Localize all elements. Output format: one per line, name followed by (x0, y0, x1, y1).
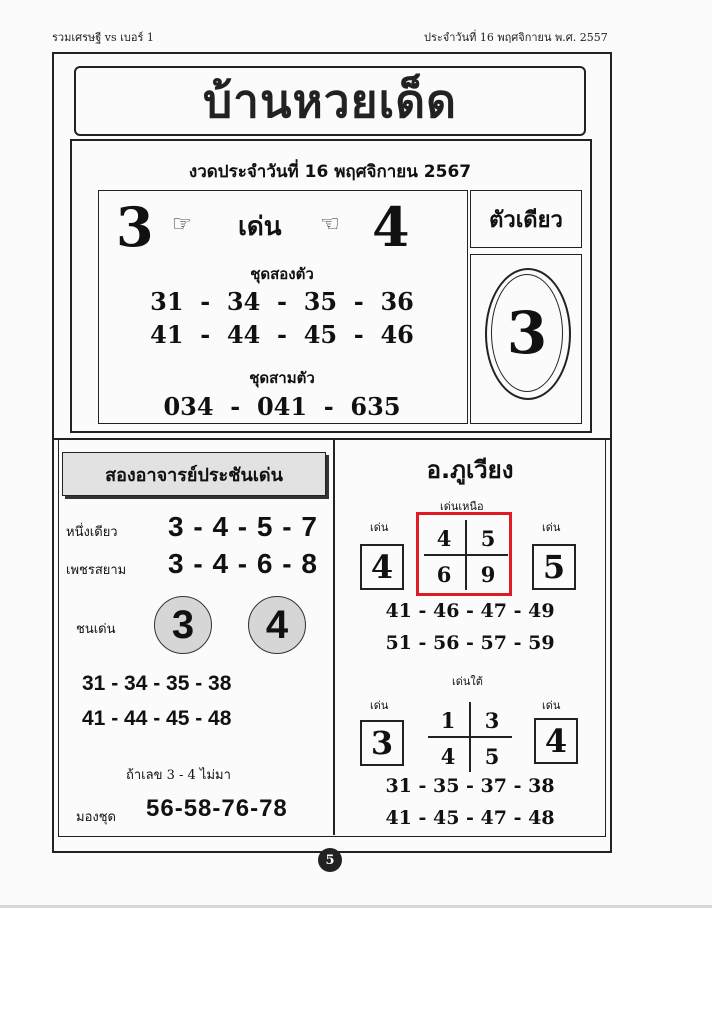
bottom-grid-cell: 3 (484, 707, 500, 733)
bottom-right-label: เด่น (542, 699, 561, 712)
look-nums: 56-58-76-78 (146, 795, 288, 822)
top-row-2: 51 - 56 - 57 - 59 (385, 632, 555, 654)
bottom-grid-cell: 4 (440, 743, 456, 769)
row-nums-1: 3 - 4 - 5 - 7 (168, 511, 318, 542)
bottom-left-digit: 3 (360, 720, 404, 766)
pointing-hand-right-icon: ☞ (172, 212, 192, 237)
top-left-label: เด่น (370, 521, 389, 534)
two-digit-row-1: 31 - 34 - 35 - 36 (150, 287, 414, 316)
top-grid-cell: 6 (436, 561, 452, 587)
header-left: รวมเศรษฐี vs เบอร์ 1 (52, 31, 154, 44)
column-divider (333, 440, 335, 835)
top-center-label: เด่นเหนือ (440, 500, 484, 513)
top-right-label: เด่น (542, 521, 561, 534)
top-grid-cell: 4 (436, 525, 452, 551)
row-label-2: เพชรสยาม (66, 563, 127, 578)
clash-digit-b: 4 (248, 596, 306, 654)
top-row-1: 41 - 46 - 47 - 49 (385, 600, 555, 622)
right-panel-title: อ.ภูเวียง (426, 456, 514, 484)
lead-label: เด่น (238, 212, 282, 242)
single-digit-label: ตัวเดียว (470, 190, 582, 248)
clash-label: ชนเด่น (76, 622, 116, 637)
clash-digit-a: 3 (154, 596, 212, 654)
top-grid-cell: 9 (480, 561, 496, 587)
page-edge (0, 905, 712, 908)
bottom-center-label: เด่นใต้ (452, 675, 483, 688)
page-number: 5 (318, 848, 342, 872)
two-digit-label: ชุดสองตัว (250, 265, 314, 283)
bottom-grid-cell: 5 (484, 743, 500, 769)
sets-row-2: 41 - 44 - 45 - 48 (82, 707, 232, 730)
note-text: ถ้าเลข 3 - 4 ไม่มา (126, 768, 231, 783)
top-right-digit: 5 (532, 544, 576, 590)
bottom-right-digit: 4 (534, 718, 578, 764)
lead-digit-right: 4 (372, 195, 410, 259)
row-nums-2: 3 - 4 - 6 - 8 (168, 548, 318, 579)
lead-digit-left: 3 (116, 195, 154, 259)
three-digit-row: 034 - 041 - 635 (163, 392, 401, 421)
bottom-grid-cell: 1 (440, 707, 456, 733)
top-left-digit: 4 (360, 544, 404, 590)
draw-date: งวดประจำวันที่ 16 พฤศจิกายน 2567 (188, 162, 472, 182)
sets-row-1: 31 - 34 - 35 - 38 (82, 672, 232, 695)
single-digit: 3 (491, 274, 563, 392)
bottom-row-2: 41 - 45 - 47 - 48 (385, 807, 555, 829)
highlight-box (416, 512, 512, 596)
two-digit-row-2: 41 - 44 - 45 - 46 (150, 320, 414, 349)
row-label-1: หนึ่งเดียว (66, 525, 118, 540)
left-panel-title: สองอาจารย์ประชันเด่น (62, 452, 326, 496)
look-label: มองชุด (76, 810, 116, 825)
three-digit-label: ชุดสามตัว (249, 369, 315, 387)
bottom-number-grid (428, 702, 512, 772)
header-right: ประจำวันที่ 16 พฤศจิกายน พ.ศ. 2557 (424, 31, 608, 44)
bottom-row-1: 31 - 35 - 37 - 38 (385, 775, 555, 797)
page-title: บ้านหวยเด็ด (202, 73, 458, 128)
title-box (74, 66, 586, 136)
bottom-left-label: เด่น (370, 699, 389, 712)
top-grid-cell: 5 (480, 525, 496, 551)
pointing-hand-left-icon: ☞ (320, 212, 340, 237)
